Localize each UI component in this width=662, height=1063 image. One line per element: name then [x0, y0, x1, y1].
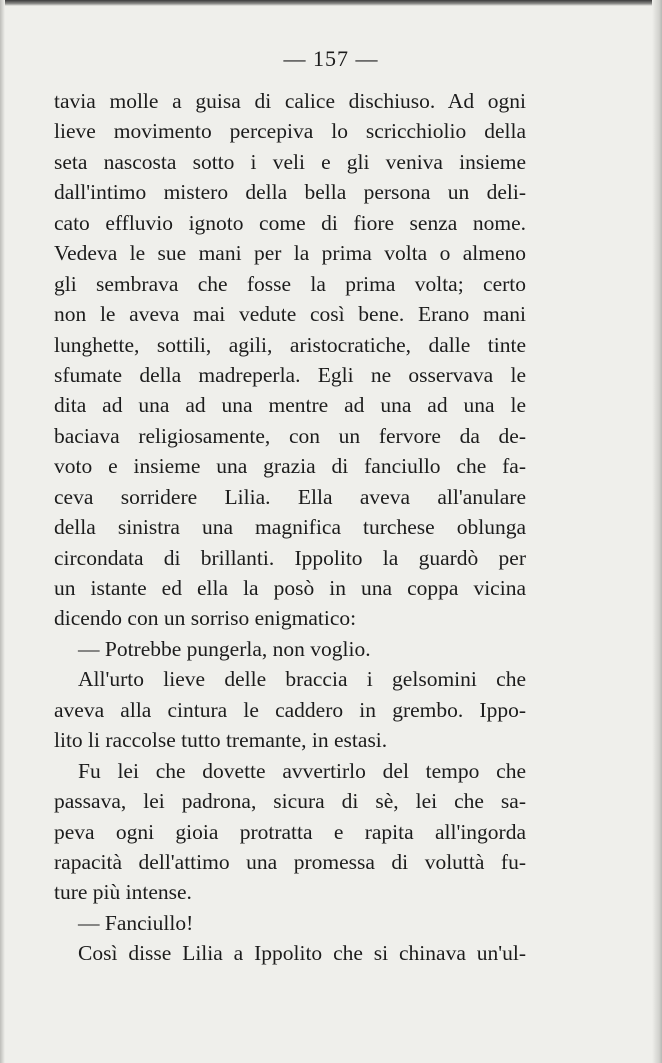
text-line: tavia molle a guisa di calice dischiuso. Ad ogni	[54, 89, 526, 113]
page-left-edge	[0, 0, 5, 1063]
text-line: All'urto lieve delle braccia i gelsomini che	[78, 667, 526, 692]
text-line: sfumate della madreperla. Egli ne osservava le	[54, 362, 526, 387]
text-line: cato effluvio ignoto come di fiore senza nome.	[54, 210, 526, 235]
text-line: lunghette, sottili, agili, aristocratiche, dalle tinte	[54, 332, 526, 357]
text-line: baciava religiosamente, con un fervore da de-	[54, 423, 526, 448]
text-line: dicendo con un sorriso enigmatico:	[54, 606, 357, 631]
page-number: — 157 —	[283, 46, 379, 71]
text-line: seta nascosta sotto i veli e gli veniva insieme	[54, 149, 526, 174]
text-line: lieve movimento percepiva lo scricchiolio della	[54, 119, 526, 144]
text-line: ceva sorridere Lilia. Ella aveva all'anulare	[54, 484, 526, 509]
dialogue-line: — Potrebbe pungerla, non voglio.	[78, 636, 371, 661]
text-line: della sinistra una magnifica turchese oblunga	[54, 515, 526, 540]
dialogue-line: — Fanciullo!	[78, 910, 194, 935]
text-line: circondata di brillanti. Ippolito la guardò per	[54, 545, 526, 570]
text-line: dall'intimo mistero della bella persona un deli-	[54, 180, 526, 205]
text-line: ture più intense.	[54, 880, 192, 905]
text-line: peva ogni gioia protratta e rapita all'ingorda	[54, 819, 526, 844]
text-line: lito li raccolse tutto tremante, in estasi.	[54, 728, 388, 753]
body-text	[54, 86, 526, 969]
text-line: passava, lei padrona, sicura di sè, lei che sa-	[54, 789, 526, 814]
text-line: aveva alla cintura le caddero in grembo. Ippo-	[54, 697, 526, 722]
page-right-edge	[652, 0, 662, 1063]
text-line: voto e insieme una grazia di fanciullo che fa-	[54, 454, 526, 479]
page-top-edge	[0, 0, 662, 6]
text-line: non le aveva mai vedute così bene. Erano mani	[54, 302, 526, 327]
text-line: Fu lei che dovette avvertirlo del tempo che	[78, 758, 526, 783]
text-line: gli sembrava che fosse la prima volta; certo	[54, 271, 526, 296]
text-line: Così disse Lilia a Ippolito che si chinava un'ul-	[78, 941, 526, 966]
text-line: dita ad una ad una mentre ad una ad una le	[54, 393, 526, 418]
text-line: un istante ed ella la posò in una coppa vicina	[54, 576, 526, 600]
text-line: Vedeva le sue mani per la prima volta o almeno	[54, 241, 526, 266]
text-line: rapacità dell'attimo una promessa di voluttà fu-	[54, 849, 526, 874]
